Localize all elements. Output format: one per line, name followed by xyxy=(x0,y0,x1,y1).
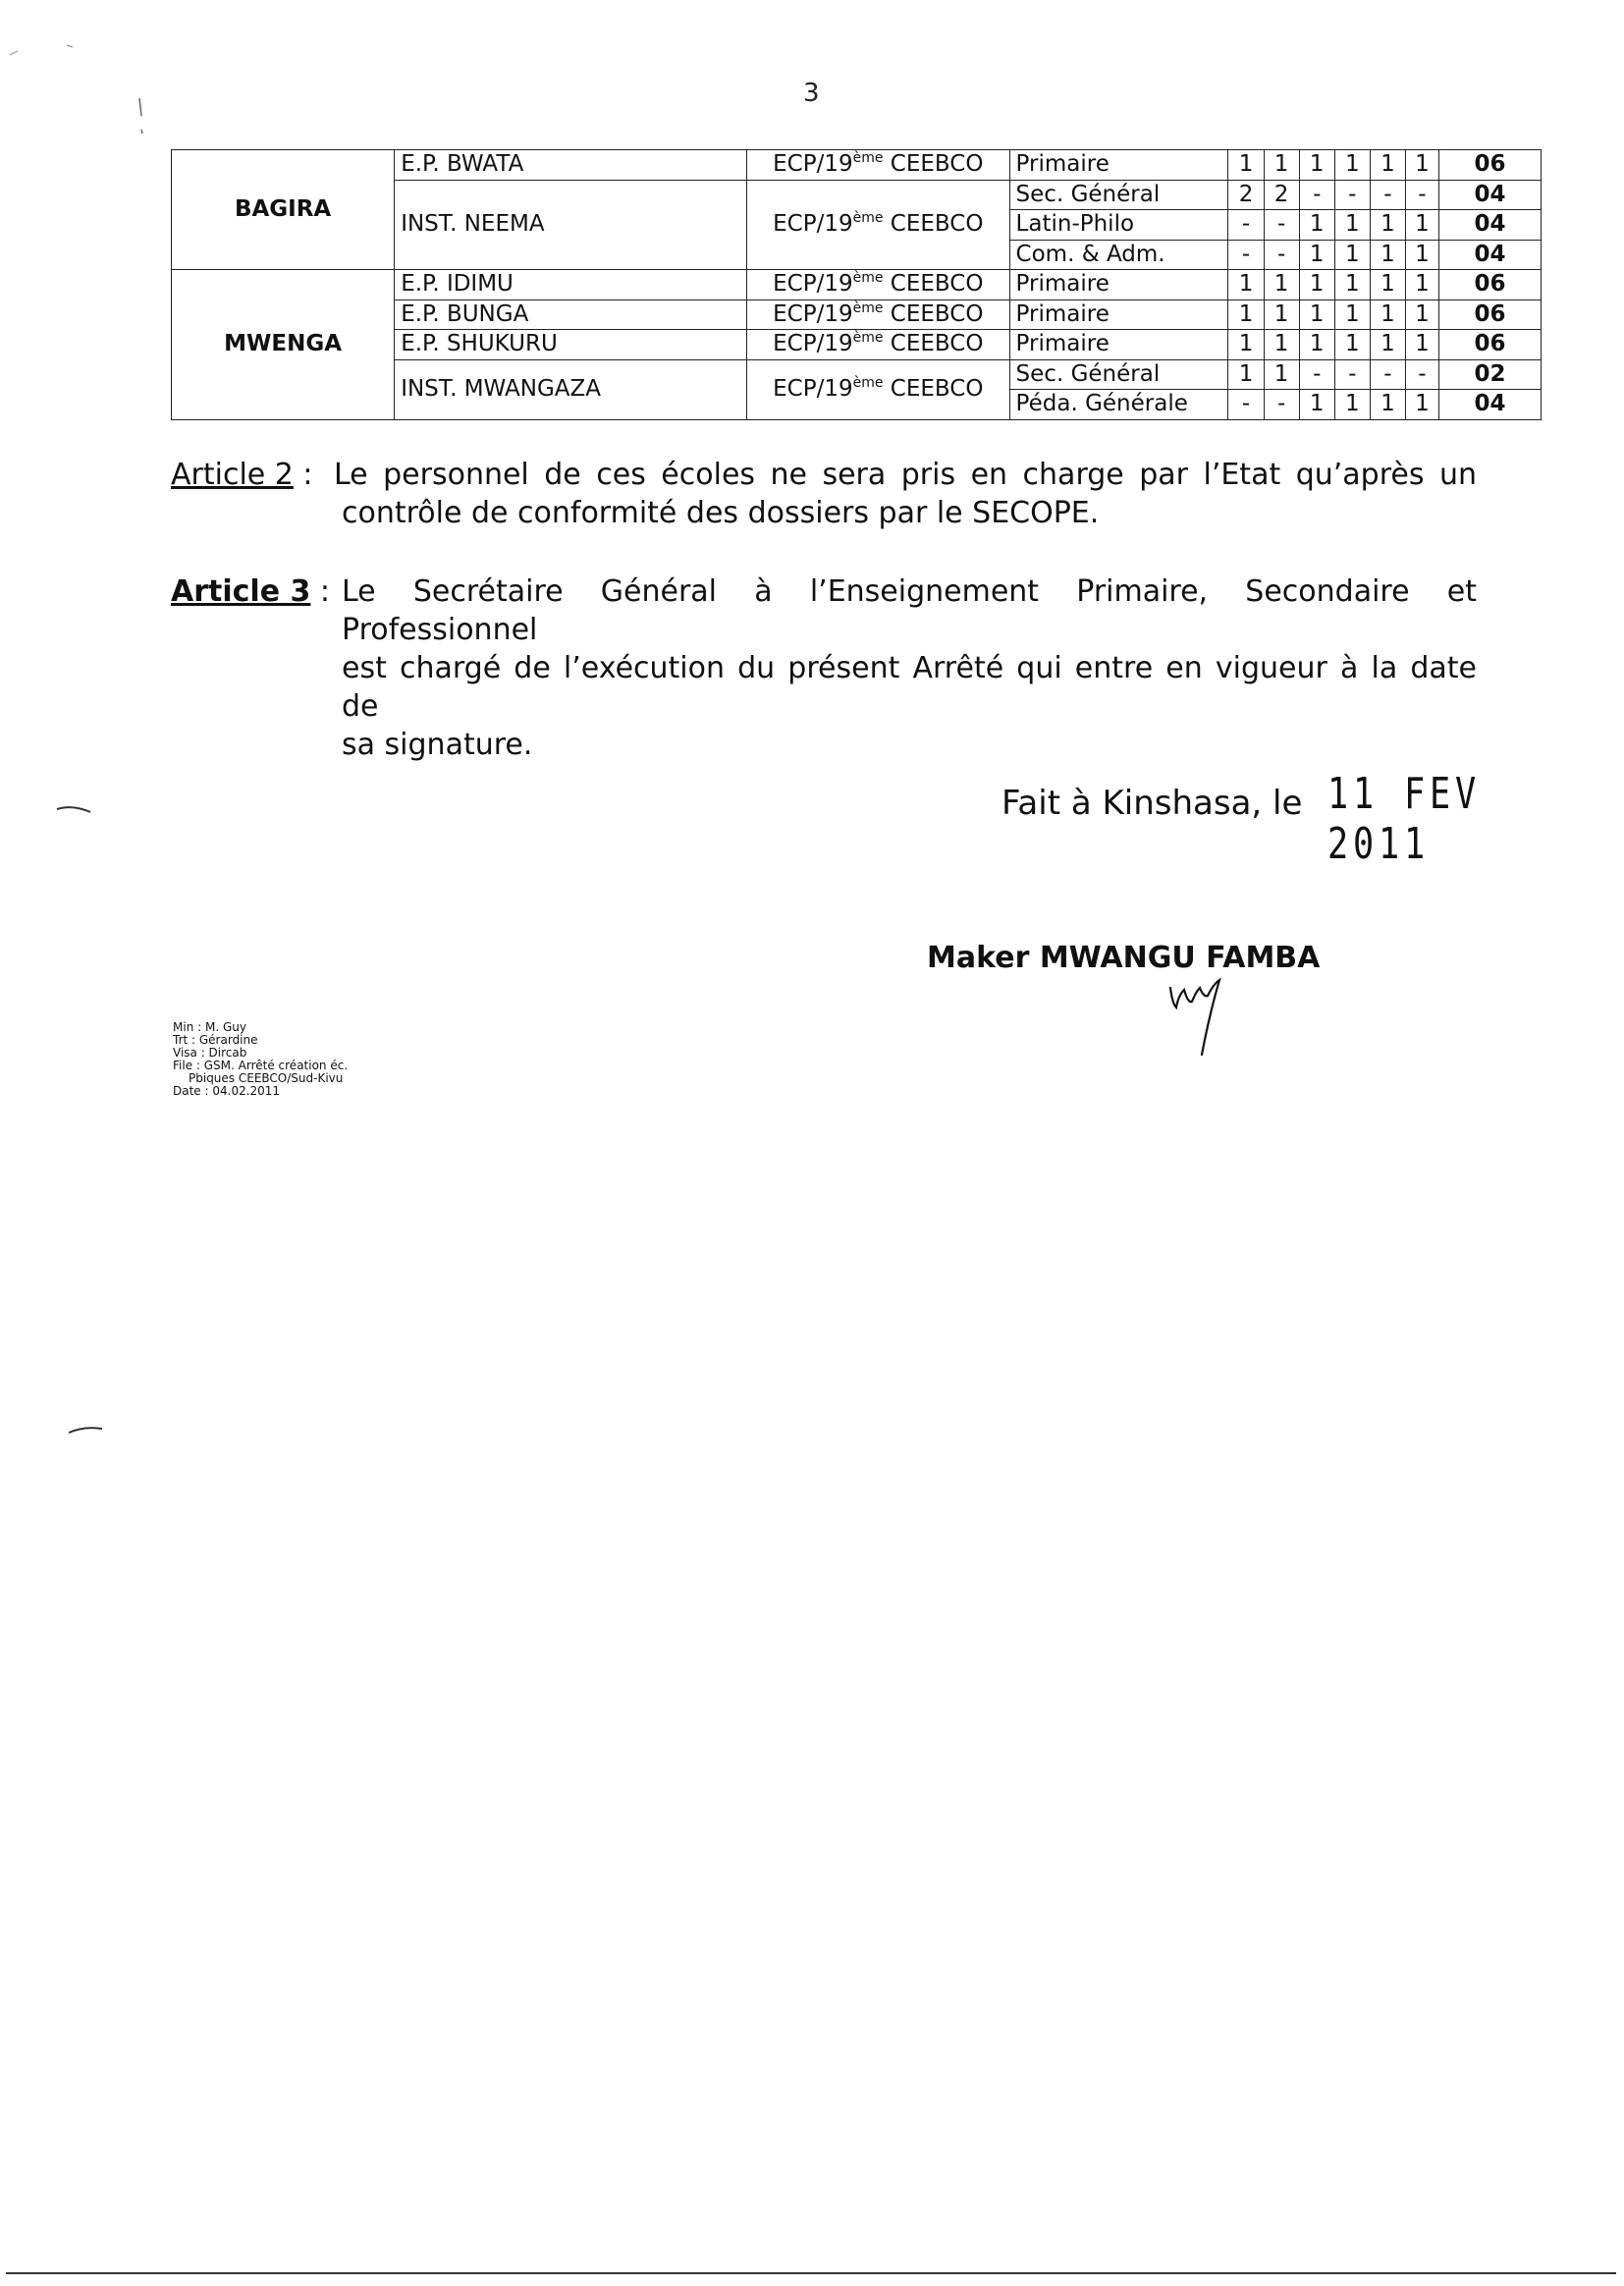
count-cell: 2 xyxy=(1228,180,1264,210)
count-cell: 1 xyxy=(1299,390,1334,420)
article-3 xyxy=(171,572,1477,764)
convention-cell: ECP/19ème CEEBCO xyxy=(747,330,1010,360)
total-cell: 04 xyxy=(1438,390,1541,420)
count-cell: 1 xyxy=(1370,210,1405,241)
count-cell: 1 xyxy=(1264,359,1299,390)
total-cell: 06 xyxy=(1438,299,1541,330)
schools-table xyxy=(171,149,1542,420)
place-date: Fait à Kinshasa, le xyxy=(1001,784,1303,823)
count-cell: 1 xyxy=(1334,390,1370,420)
section-cell: Péda. Générale xyxy=(1009,390,1228,420)
reference-line: Pbiques CEEBCO/Sud-Kivu xyxy=(189,1071,344,1085)
school-name: INST. MWANGAZA xyxy=(395,359,747,419)
article-2 xyxy=(171,456,1477,532)
count-cell: 1 xyxy=(1334,330,1370,360)
convention-cell: ECP/19ème CEEBCO xyxy=(747,150,1010,181)
count-cell: 1 xyxy=(1405,210,1438,241)
count-cell: 1 xyxy=(1370,270,1405,300)
count-cell: 1 xyxy=(1299,299,1334,330)
count-cell: 1 xyxy=(1228,150,1264,181)
section-cell: Primaire xyxy=(1009,150,1228,181)
count-cell: 1 xyxy=(1228,270,1264,300)
count-cell: 1 xyxy=(1299,270,1334,300)
reference-block xyxy=(173,1021,348,1098)
count-cell: 1 xyxy=(1405,330,1438,360)
article-3-label: Article 3 : xyxy=(171,574,331,609)
count-cell: - xyxy=(1370,180,1405,210)
section-cell: Primaire xyxy=(1009,299,1228,330)
convention-cell: ECP/19ème CEEBCO xyxy=(747,299,1010,330)
article-2-line-1: Le personnel de ces écoles ne sera pris en charge par l’Etat qu’après un xyxy=(334,458,1477,492)
count-cell: - xyxy=(1334,359,1370,390)
count-cell: - xyxy=(1264,390,1299,420)
scan-mark-middle xyxy=(55,803,94,817)
article-3-line-2: est chargé de l’exécution du présent Arrêté qui entre en vigueur à la date de xyxy=(342,651,1477,724)
count-cell: 2 xyxy=(1264,180,1299,210)
school-name: E.P. BUNGA xyxy=(395,299,747,330)
count-cell: - xyxy=(1299,180,1334,210)
count-cell: 1 xyxy=(1405,150,1438,181)
section-cell: Sec. Général xyxy=(1009,180,1228,210)
section-cell: Sec. Général xyxy=(1009,359,1228,390)
location-cell: BAGIRA xyxy=(172,150,395,270)
count-cell: 1 xyxy=(1405,240,1438,270)
school-name: E.P. SHUKURU xyxy=(395,330,747,360)
date-stamp: 11 FEV 2011 xyxy=(1327,769,1481,869)
count-cell: - xyxy=(1264,210,1299,241)
count-cell: - xyxy=(1228,390,1264,420)
reference-line: File : GSM. Arrêté création éc. xyxy=(173,1059,349,1072)
total-cell: 06 xyxy=(1438,330,1541,360)
signatory-name: Maker MWANGU FAMBA xyxy=(927,941,1321,975)
convention-cell: ECP/19ème CEEBCO xyxy=(747,180,1010,270)
count-cell: 1 xyxy=(1334,210,1370,241)
count-cell: 1 xyxy=(1228,330,1264,360)
count-cell: 1 xyxy=(1370,390,1405,420)
article-2-label: Article 2 : xyxy=(171,458,313,492)
count-cell: 1 xyxy=(1334,270,1370,300)
reference-line: Date : 04.02.2011 xyxy=(173,1084,281,1098)
count-cell: 1 xyxy=(1264,299,1299,330)
convention-cell: ECP/19ème CEEBCO xyxy=(747,359,1010,419)
count-cell: 1 xyxy=(1228,359,1264,390)
count-cell: 1 xyxy=(1228,299,1264,330)
reference-line: Min : M. Guy xyxy=(173,1020,246,1034)
count-cell: 1 xyxy=(1370,150,1405,181)
section-cell: Primaire xyxy=(1009,330,1228,360)
count-cell: 1 xyxy=(1299,150,1334,181)
count-cell: 1 xyxy=(1264,150,1299,181)
reference-line: Visa : Dircab xyxy=(173,1046,247,1060)
article-3-line-1: Le Secrétaire Général à l’Enseignement Primaire, Secondaire et Professionnel xyxy=(342,574,1477,647)
total-cell: 04 xyxy=(1438,240,1541,270)
total-cell: 02 xyxy=(1438,359,1541,390)
scan-mark-lower xyxy=(67,1424,106,1438)
count-cell: 1 xyxy=(1405,299,1438,330)
count-cell: - xyxy=(1299,359,1334,390)
count-cell: 1 xyxy=(1299,210,1334,241)
signature-mark xyxy=(1161,974,1229,1059)
count-cell: 1 xyxy=(1370,299,1405,330)
count-cell: 1 xyxy=(1299,330,1334,360)
school-name: E.P. IDIMU xyxy=(395,270,747,300)
count-cell: - xyxy=(1405,180,1438,210)
school-name: INST. NEEMA xyxy=(395,180,747,270)
scan-mark-top xyxy=(8,35,145,134)
total-cell: 04 xyxy=(1438,180,1541,210)
section-cell: Latin-Philo xyxy=(1009,210,1228,241)
section-cell: Primaire xyxy=(1009,270,1228,300)
article-3-line-3: sa signature. xyxy=(342,728,533,762)
count-cell: 1 xyxy=(1405,270,1438,300)
count-cell: 1 xyxy=(1405,390,1438,420)
location-cell: MWENGA xyxy=(172,270,395,420)
table-row xyxy=(172,270,1542,300)
page-number: 3 xyxy=(803,79,820,108)
table-row xyxy=(172,150,1542,181)
total-cell: 06 xyxy=(1438,150,1541,181)
count-cell: 1 xyxy=(1264,270,1299,300)
total-cell: 04 xyxy=(1438,210,1541,241)
count-cell: 1 xyxy=(1370,240,1405,270)
total-cell: 06 xyxy=(1438,270,1541,300)
footer-rule xyxy=(6,2272,1616,2274)
count-cell: 1 xyxy=(1299,240,1334,270)
count-cell: 1 xyxy=(1334,240,1370,270)
count-cell: 1 xyxy=(1264,330,1299,360)
count-cell: - xyxy=(1228,240,1264,270)
school-name: E.P. BWATA xyxy=(395,150,747,181)
count-cell: 1 xyxy=(1334,150,1370,181)
convention-cell: ECP/19ème CEEBCO xyxy=(747,270,1010,300)
section-cell: Com. & Adm. xyxy=(1009,240,1228,270)
count-cell: - xyxy=(1264,240,1299,270)
count-cell: - xyxy=(1228,210,1264,241)
count-cell: - xyxy=(1334,180,1370,210)
count-cell: - xyxy=(1405,359,1438,390)
article-2-line-2: contrôle de conformité des dossiers par le SECOPE. xyxy=(342,496,1100,530)
count-cell: 1 xyxy=(1334,299,1370,330)
count-cell: - xyxy=(1370,359,1405,390)
count-cell: 1 xyxy=(1370,330,1405,360)
reference-line: Trt : Gérardine xyxy=(173,1033,258,1047)
